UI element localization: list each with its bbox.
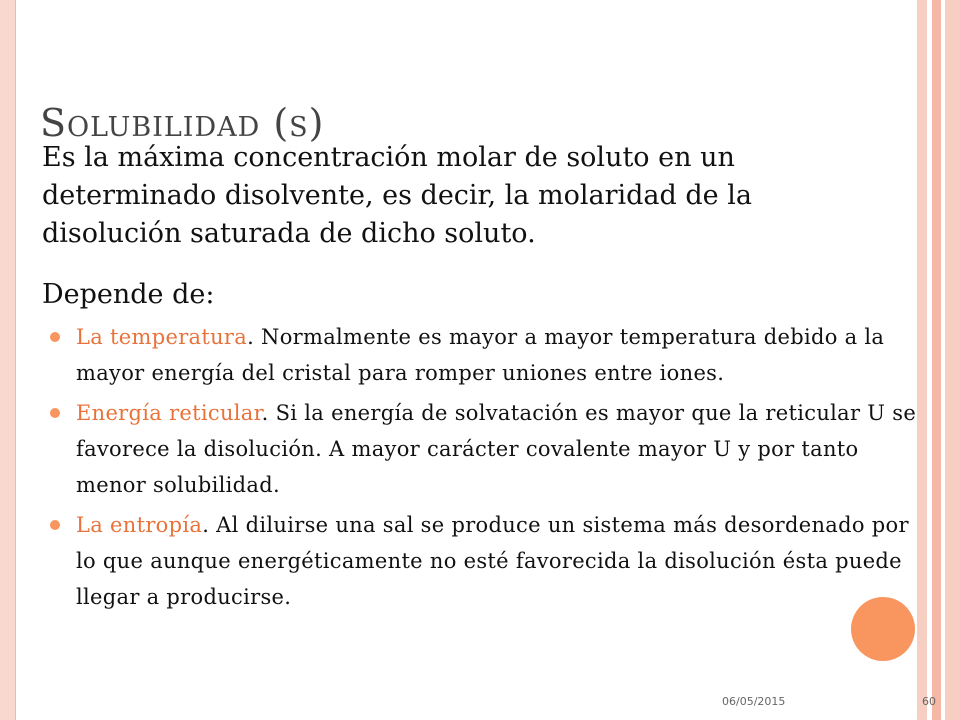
- bullet-list: [50, 319, 930, 619]
- slide-title: Solubilidad (s): [40, 101, 325, 145]
- bullet-text: . Si la energía de solvatación es mayor que la reticular U se favorece la disolución. A mayor carácter covalente mayor U y por tanto menor solubilidad.: [76, 401, 917, 497]
- bullet-dot-icon: [50, 408, 60, 418]
- right-border-stripe-2: [932, 0, 941, 720]
- bullet-term: Energía reticular: [76, 401, 262, 425]
- left-border-stripe: [0, 0, 16, 720]
- intro-paragraph: Es la máxima concentración molar de soluto en un determinado disolvente, es decir, la molaridad de la disolución saturada de dicho soluto.: [42, 142, 752, 249]
- bullet-entropy: [50, 507, 930, 615]
- footer-date: 06/05/2015: [722, 695, 786, 708]
- bullet-temperature: [50, 319, 930, 391]
- bullet-term: La temperatura: [76, 325, 248, 349]
- right-border-stripe-3: [945, 0, 960, 720]
- bullet-dot-icon: [50, 520, 60, 530]
- depends-label: Depende de:: [42, 279, 215, 310]
- bullet-dot-icon: [50, 332, 60, 342]
- bullet-term: La entropía: [76, 513, 203, 537]
- bullet-text: . Al diluirse una sal se produce un sistema más desordenado por lo que aunque energéticamente no esté favorecida la disolución ésta puede llegar a producirse.: [76, 513, 909, 609]
- bullet-text: . Normalmente es mayor a mayor temperatura debido a la mayor energía del cristal para romper uniones entre iones.: [76, 325, 885, 385]
- bullet-reticular-energy: [50, 395, 930, 503]
- page-number: 60: [922, 695, 936, 708]
